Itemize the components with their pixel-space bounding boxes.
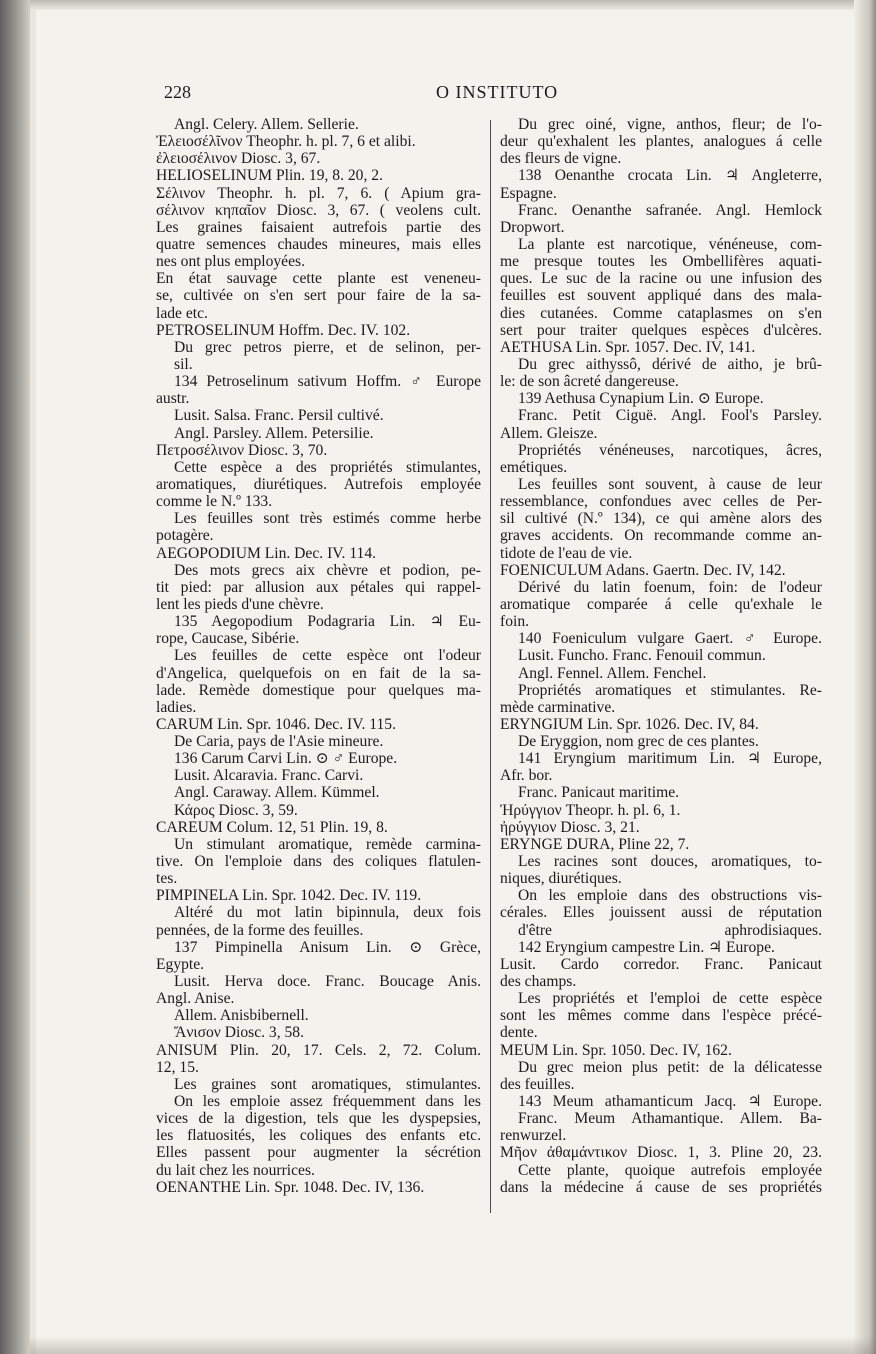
text-line: tit pied: par allusion aux pétales qui rappel-	[156, 578, 481, 596]
left-column	[156, 116, 481, 1196]
text-line: des fleurs de vigne.	[500, 150, 622, 168]
text-line: Les graines sont aromatiques, stimulantes.	[174, 1075, 481, 1093]
text-line: les flatuosités, les coliques des enfants etc.	[156, 1127, 481, 1145]
text-line: sert pour traiter quelques espèces d'ulcères.	[500, 321, 822, 339]
text-line: Μῆον ἀθαμάντικον Diosc. 1, 3. Pline 20, 23.	[500, 1144, 822, 1162]
text-line: Egypte.	[156, 955, 205, 973]
text-line: Les propriétés et l'emploi de cette espèce	[518, 990, 822, 1008]
text-line: Dropwort.	[500, 218, 565, 236]
text-line: vices de la digestion, tels que les dyspepsies,	[156, 1110, 481, 1128]
page-number: 228	[164, 82, 191, 102]
text-line: Les feuilles sont très estimés comme herbe	[174, 510, 481, 528]
page-right-edge	[854, 0, 876, 1354]
text-line: Du grec oiné, vigne, anthos, fleur; de l'o-	[518, 116, 822, 133]
text-line: Cette espèce a des propriétés stimulantes,	[174, 458, 481, 476]
text-line: MEUM Lin. Spr. 1050. Dec. IV, 162.	[500, 1041, 732, 1059]
text-line: 142 Eryngium campestre Lin. ♃ Europe.	[518, 938, 775, 956]
text-line: Ἐλειοσέλῖνον Theophr. h. pl. 7, 6 et alibi.	[156, 133, 416, 151]
text-line: sil.	[174, 355, 193, 373]
text-line: ANISUM Plin. 20, 17. Cels. 2, 72. Colum.	[156, 1041, 481, 1059]
text-line: potagère.	[156, 527, 214, 545]
text-line: Du grec petros pierre, et de selinon, per-	[174, 338, 481, 356]
text-line: CAREUM Colum. 12, 51 Plin. 19, 8.	[156, 818, 388, 836]
text-line: Ἠρύγγιον Theopr. h. pl. 6, 1.	[500, 801, 681, 819]
text-line: Dérivé du latin foenum, foin: de l'odeur	[518, 578, 822, 596]
text-line: Lusit. Herva doce. Franc. Boucage Anis.	[174, 973, 481, 991]
text-line: Angl. Anise.	[156, 990, 235, 1008]
text-line: 136 Carum Carvi Lin. ⊙ ♂ Europe.	[174, 750, 398, 768]
text-line: lent les pieds d'une chèvre.	[156, 595, 324, 613]
text-line: austr.	[156, 390, 190, 408]
text-line: PETROSELINUM Hoffm. Dec. IV. 102.	[156, 321, 411, 339]
text-line: emétiques.	[500, 458, 568, 476]
text-line: Franc. Petit Ciguë. Angl. Fool's Parsley.	[518, 407, 822, 425]
text-line: Allem. Anisbibernell.	[174, 1007, 309, 1025]
text-line: du lait chez les nourrices.	[156, 1161, 315, 1179]
text-line: pennées, de la forme des feuilles.	[156, 921, 364, 939]
text-line: La plante est narcotique, vénéneuse, com-	[518, 235, 822, 253]
text-line: CARUM Lin. Spr. 1046. Dec. IV. 115.	[156, 715, 396, 733]
text-line: tes.	[156, 870, 178, 888]
text-line: De Caria, pays de l'Asie mineure.	[174, 733, 384, 751]
text-line: Du grec aithyssô, dérivé de aitho, je brû-	[518, 355, 822, 373]
text-line: Πετροσέλινον Diosc. 3, 70.	[156, 441, 328, 459]
text-line: mède carminative.	[500, 698, 616, 716]
text-line: Angl. Parsley. Allem. Petersilie.	[174, 424, 374, 442]
text-line: FOENICULUM Adans. Gaertn. Dec. IV, 142.	[500, 561, 786, 579]
text-line: aromatiques, diurétiques. Autrefois employée	[156, 475, 481, 493]
text-line: 138 Oenanthe crocata Lin. ♃ Angleterre,	[518, 167, 822, 185]
text-line: Ἄνισον Diosc. 3, 58.	[174, 1024, 304, 1042]
text-line: Σέλινον Theophr. h. pl. 7, 6. ( Apium gra-	[156, 184, 481, 202]
running-title: O INSTITUTO	[436, 82, 559, 102]
text-line: Les feuilles sont souvent, à cause de leur	[518, 475, 822, 493]
text-line: 135 Aegopodium Podagraria Lin. ♃ Eu-	[174, 613, 481, 631]
text-line: sont les mêmes comme dans l'espèce précé-	[500, 1007, 822, 1025]
text-line: Des mots grecs aix chèvre et podion, pe-	[174, 561, 481, 579]
text-line: 137 Pimpinella Anisum Lin. ⊙ Grèce,	[174, 938, 481, 956]
text-line: Du grec meion plus petit: de la délicatesse	[518, 1058, 822, 1076]
text-line: Espagne.	[500, 184, 557, 202]
text-line: tive. On l'emploie dans des coliques flatulen-	[156, 853, 481, 871]
text-line: Angl. Caraway. Allem. Kümmel.	[174, 784, 380, 802]
text-line: AEGOPODIUM Lin. Dec. IV. 114.	[156, 544, 377, 562]
text-line: On les emploie dans des obstructions vis-	[518, 887, 822, 905]
text-line: Angl. Fennel. Allem. Fenchel.	[518, 664, 707, 682]
text-line: quatre semences chaudes mineures, mais elles	[156, 235, 481, 253]
text-line: dies cutanées. Comme cataplasmes on s'en	[500, 304, 822, 322]
text-line: PIMPINELA Lin. Spr. 1042. Dec. IV. 119.	[156, 887, 422, 905]
page-bottom-shadow	[30, 1336, 876, 1354]
text-line: Franc. Oenanthe safranée. Angl. Hemlock	[518, 201, 822, 219]
text-line: sil cultivé (N.º 134), ce qui amène alors des	[500, 510, 822, 528]
text-line: graves accidents. On recommande comme an-	[500, 527, 822, 545]
text-line: me presque toutes les Ombellifères aquati-	[500, 253, 822, 271]
text-line: Franc. Meum Athamantique. Allem. Ba-	[518, 1110, 822, 1128]
text-line: Κάρος Diosc. 3, 59.	[174, 801, 298, 819]
text-line: Lusit. Cardo corredor. Franc. Panicaut	[500, 955, 822, 973]
text-line: Les feuilles de cette espèce ont l'odeur	[174, 647, 481, 665]
text-line: Afr. bor.	[500, 767, 553, 785]
text-line: HELIOSELINUM Plin. 19, 8. 20, 2.	[156, 167, 383, 185]
text-line: d'être aphrodisiaques.	[518, 921, 822, 939]
text-line: Lusit. Salsa. Franc. Persil cultivé.	[174, 407, 384, 425]
text-line: On les emploie assez fréquemment dans les	[174, 1093, 481, 1111]
text-line: Propriétés vénéneuses, narcotiques, âcres,	[518, 441, 822, 459]
text-line: des champs.	[500, 973, 577, 991]
text-line: Elles passent pour augmenter la sécrétion	[156, 1144, 481, 1162]
text-line: aromatique comparée á celle qu'exhale le	[500, 595, 822, 613]
text-line: nes ont plus employées.	[156, 253, 305, 271]
page-header	[160, 82, 820, 112]
right-column	[500, 116, 822, 1196]
text-line: 140 Foeniculum vulgare Gaert. ♂ Europe.	[518, 630, 822, 648]
text-line: Un stimulant aromatique, remède carmina-	[174, 835, 481, 853]
text-line: tidote de l'eau de vie.	[500, 544, 633, 562]
text-line: le: de son âcreté dangereuse.	[500, 373, 679, 391]
text-line: des feuilles.	[500, 1075, 575, 1093]
text-line: 143 Meum athamanticum Jacq. ♃ Europe.	[518, 1093, 822, 1111]
text-line: 134 Petroselinum sativum Hoffm. ♂ Europe	[174, 373, 481, 391]
text-line: Propriétés aromatiques et stimulantes. Re-	[518, 681, 822, 699]
text-line: OENANTHE Lin. Spr. 1048. Dec. IV, 136.	[156, 1178, 425, 1196]
text-line: Allem. Gleisze.	[500, 424, 598, 442]
text-line: Cette plante, quoique autrefois employée	[518, 1161, 822, 1179]
text-line: ἐλειοσέλινον Diosc. 3, 67.	[156, 150, 321, 168]
text-line: Altéré du mot latin bipinnula, deux fois	[174, 904, 481, 922]
text-line: 12, 15.	[156, 1058, 199, 1076]
text-line: ERYNGIUM Lin. Spr. 1026. Dec. IV, 84.	[500, 715, 759, 733]
text-line: Lusit. Alcaravia. Franc. Carvi.	[174, 767, 364, 785]
text-line: rope, Caucase, Sibérie.	[156, 630, 300, 648]
text-line: Les racines sont douces, aromatiques, to-	[518, 853, 822, 871]
text-line: cérales. Elles jouissent aussi de réputation	[500, 904, 822, 922]
text-line: ladies.	[156, 698, 197, 716]
text-line: ressemblance, confondues avec celles de Per-	[500, 493, 822, 511]
text-line: σέλινον κηπαῖον Diosc. 3, 67. ( veolens cult.	[156, 201, 481, 219]
text-line: d'Angelica, quelquefois on en fait de la sa-	[156, 664, 481, 682]
text-line: Franc. Panicaut maritime.	[518, 784, 680, 802]
text-line: niques, diurétiques.	[500, 870, 622, 888]
text-line: comme le N.º 133.	[156, 493, 273, 511]
text-line: En état sauvage cette plante est veneneu-	[156, 270, 481, 288]
book-binding-shadow	[0, 0, 30, 1354]
text-line: ἠρύγγιον Diosc. 3, 21.	[500, 818, 640, 836]
text-line: AETHUSA Lin. Spr. 1057. Dec. IV, 141.	[500, 338, 756, 356]
text-line: Lusit. Funcho. Franc. Fenouil commun.	[518, 647, 766, 665]
text-line: se, cultivée on s'en sert pour faire de la sa-	[156, 287, 481, 305]
text-line: lade etc.	[156, 304, 208, 322]
text-line: ques. Le suc de la racine ou une infusion des	[500, 270, 822, 288]
text-line: dans la médecine á cause de ses propriétés	[500, 1178, 822, 1196]
text-line: dente.	[500, 1024, 538, 1042]
text-line: foin.	[500, 613, 530, 631]
text-line: De Eryggion, nom grec de ces plantes.	[518, 733, 759, 751]
text-line: feuilles est souvent appliqué dans des mala-	[500, 287, 822, 305]
column-divider	[490, 120, 491, 1213]
text-line: 141 Eryngium maritimum Lin. ♃ Europe,	[518, 750, 822, 768]
text-line: ERYNGE DURA, Pline 22, 7.	[500, 835, 690, 853]
text-line: Angl. Celery. Allem. Sellerie.	[174, 116, 359, 133]
text-line: deur qu'exhalent les plantes, analogues á celle	[500, 133, 822, 151]
text-line: lade. Remède domestique pour quelques ma-	[156, 681, 481, 699]
page-top-edge	[30, 0, 876, 10]
text-line: 139 Aethusa Cynapium Lin. ⊙ Europe.	[518, 390, 764, 408]
text-line: Les graines faisaient autrefois partie des	[156, 218, 481, 236]
text-line: renwurzel.	[500, 1127, 567, 1145]
